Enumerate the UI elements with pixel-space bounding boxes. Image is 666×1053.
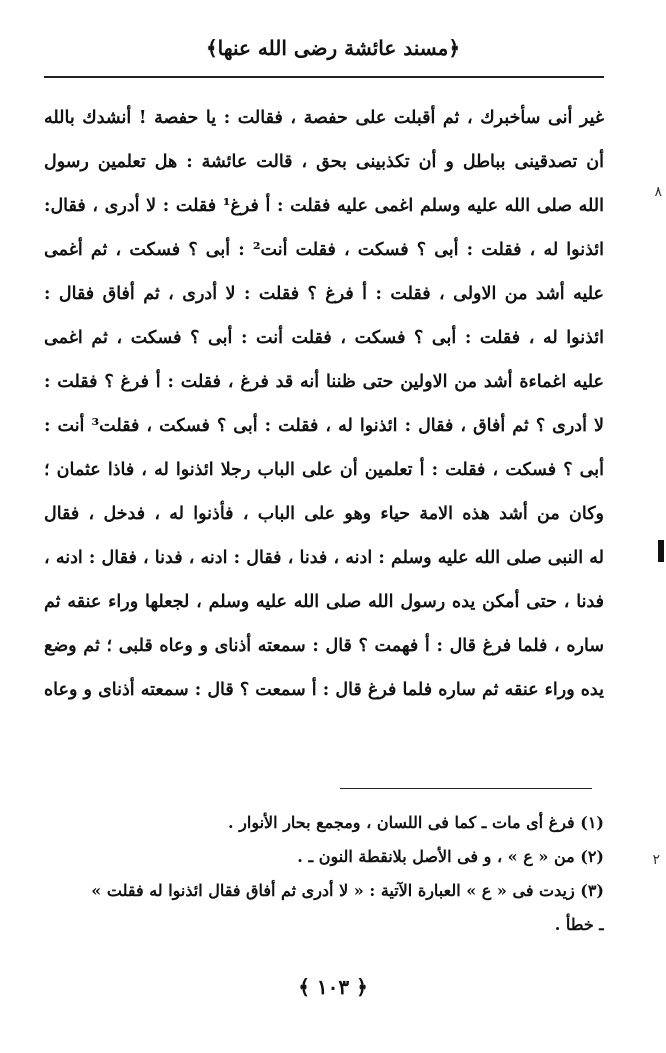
footnote-3-continuation: ـ خطأ . [554, 915, 604, 934]
body-line: لا أدرى ؟ ثم أفاق ، فقال : ائذنوا له ، فقلت : أبى ؟ فسكت ، فقلت³ أنت : [44, 416, 604, 436]
body-line: ائذنوا له ، فقلت : أبى ؟ فسكت ، فقلت أنت : أبى ؟ فسكت ، ثم اغمى [44, 328, 604, 348]
body-line: الله صلى الله عليه وسلم اغمى عليه فقلت : أ فرغ¹ فقلت : لا أدرى ، فقال: [44, 196, 604, 216]
footnote-2: (٢) من « ع » ، و فى الأصل بلانقطة النون ـ . [297, 847, 604, 866]
footnotes [44, 806, 604, 942]
page-number: ﴿ ١٠٣ ﴾ [298, 975, 368, 999]
margin-mark-top: ٨ [654, 184, 662, 200]
body-line: أن تصدقينى بباطل و أن تكذبينى بحق ، قالت عائشة : هل تعلمين رسول [44, 152, 604, 172]
footnote-3: (٣) زيدت فى « ع » العبارة الآتية : « لا أدرى ثم أفاق فقال ائذنوا له فقلت » [91, 881, 604, 900]
body-line: وكان من أشد هذه الامة حياء وهو على الباب ، فأذنوا له ، فدخل ، فقال [44, 504, 604, 524]
body-line: يده وراء عنقه ثم ساره فلما فرغ قال : أ سمعت ؟ قال : سمعته أذناى و وعاه [44, 680, 604, 700]
body-line: ساره ، فلما فرغ قال : أ فهمت ؟ قال : سمعته أذناى و وعاه قلبى ؛ ثم وضع [44, 636, 604, 656]
body-line: ائذنوا له ، فقلت : أبى ؟ فسكت ، فقلت أنت² : أبى ؟ فسكت ، ثم أغمى [44, 240, 604, 260]
body-line: له النبى صلى الله عليه وسلم : ادنه ، فدنا ، فقال : ادنه ، فدنا ، فقال : ادنه ، [44, 548, 604, 568]
body-line: عليه أشد من الاولى ، فقلت : أ فرغ ؟ فقلت : لا أدرى ، ثم أفاق فقال : [44, 284, 604, 304]
margin-mark-bottom: ٢ [652, 852, 660, 868]
header-divider [44, 76, 604, 78]
margin-binding-mark [658, 540, 664, 562]
body-line: فدنا ، حتى أمكن يده رسول الله صلى الله عليه وسلم ، لجعلها وراء عنقه ثم [44, 592, 604, 612]
body-line: أبى ؟ فسكت ، فقلت : أ تعلمين أن على الباب رجلا ائذنوا له ، فاذا عثمان ؛ [44, 460, 604, 480]
page-header-title: ﴿مسند عائشة رضى الله عنها﴾ [205, 36, 461, 60]
footnote-divider [340, 788, 592, 789]
footnote-1: (١) فرغ أى مات ـ كما فى اللسان ، ومجمع بحار الأنوار . [228, 813, 604, 832]
body-text [44, 96, 604, 712]
body-line: غير أنى سأخبرك ، ثم أقبلت على حفصة ، فقالت : يا حفصة ! أنشدك بالله [44, 108, 604, 128]
body-line: عليه اغماءة أشد من الاولين حتى ظننا أنه قد فرغ ، فقلت : أ فرغ ؟ فقلت : [44, 372, 604, 392]
